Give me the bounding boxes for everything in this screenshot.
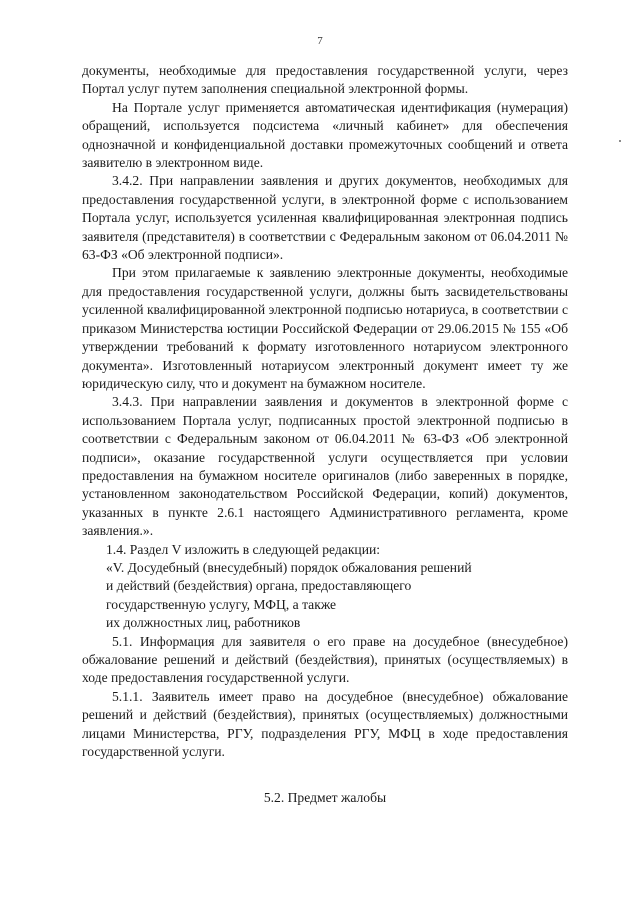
paragraph-attached-documents: При этом прилагаемые к заявлению электронные документы, необходимые для предоставления государственной услуги, должны быть засвидетельствованы усиленной квалифицированной электронной подписью нотариуса, в соответствии с приказом Министерства юстиции Российской Федерации от 29.06.2015 № 155 «Об утверждении требований к формату изготовленного нотариусом электронного документа». Изготовленный нотариусом электронный документ имеет ту же юридическую силу, что и документ на бумажном носителе. [82,265,568,391]
quoted-line-1: «V. Досудебный (внесудебный) порядок обжалования решений [106,559,472,575]
paragraph-continuation: документы, необходимые для предоставления государственной услуги, через Портал услуг путем заполнения специальной электронной формы. [82,63,568,97]
paragraph-portal-identification: На Портале услуг применяется автоматическая идентификация (нумерация) обращений, используется подсистема «личный кабинет» для обеспечения однозначной и конфиденциальной доставки промежуточных сообщений и ответа заявителю в электронном виде. [82,99,568,171]
list-item-1-4: 1.4. Раздел V изложить в следующей редакции: [106,541,381,557]
paragraph-5-1-1: 5.1.1. Заявитель имеет право на досудебное (внесудебное) обжалование решений и действий (бездействия), принятых (осуществляемых) должностными лицами Министерства, РГУ, подразделения РГУ, МФЦ в ходе предоставления государственной услуги. [82,688,568,760]
section-heading: 5.2. Предмет жалобы [263,790,387,806]
page-number: 7 [317,35,323,47]
paragraph-3-4-3: 3.4.3. При направлении заявления и документов в электронной форме с использованием Портала услуг, подписанных простой электронной подписью в соответствии с Федеральным законом от 06.04.2011 № 63-ФЗ «Об электронной подписи», оказание государственной услуги осуществляется при условии предоставления на бумажном носителе оригиналов (либо заверенных в порядке, установленном законодательством Российской Федерации, копий) документов, указанных в пункте 2.6.1 настоящего Административного регламента, кроме заявления.». [82,394,568,539]
quoted-line-3: государственную услугу, МФЦ, а также [106,596,337,612]
margin-mark [619,140,621,142]
document-body [82,62,568,808]
paragraph-3-4-2: 3.4.2. При направлении заявления и других документов, необходимых для предоставления государственной услуги, в электронной форме с использованием Портала услуг, используется усиленная квалифицированная электронная подпись заявителя (представителя) в соответствии с Федеральным законом от 06.04.2011 № 63-ФЗ «Об электронной подписи». [82,173,568,263]
quoted-line-4: их должностных лиц, работников [106,615,301,631]
paragraph-5-1: 5.1. Информация для заявителя о его праве на досудебное (внесудебное) обжалование решений и действий (бездействия), принятых (осуществляемых) в ходе предоставления государственной услуги. [82,633,568,686]
quoted-line-2: и действий (бездействия) органа, предоставляющего [106,578,412,594]
